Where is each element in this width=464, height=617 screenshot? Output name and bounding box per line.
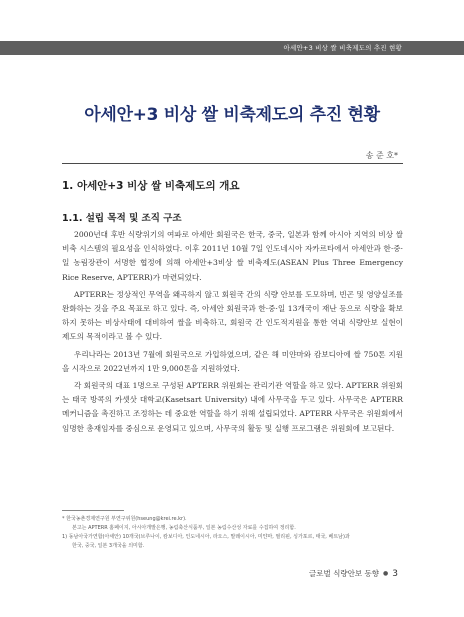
footer-journal-title: 글로벌 식량안보 동향 [309, 569, 380, 578]
paragraph-3: 우리나라는 2013년 7월에 회원국으로 가입하였으며, 같은 해 미얀마와 캄보디아에 쌀 750톤 지원을 시작으로 2022년까지 1만 9,000톤을 지원하였다. [62, 349, 403, 373]
bullet-separator: ● [383, 570, 389, 577]
page-footer [309, 568, 398, 579]
subsection-heading: 1.1. 설립 목적 및 조직 구조 [62, 213, 182, 224]
running-header-bar [0, 41, 464, 55]
page-number: 3 [392, 568, 398, 579]
paragraph-2: APTERR는 정상적인 무역을 왜곡하지 않고 회원국 간의 식량 안보를 도모하며, 빈곤 및 영양실조를 완화하는 것을 주요 목표로 하고 있다. 즉, 아세안 회원국과 한·중·일 13개국이 재난 등으로 식량을 확보하지 못하는 비상사태에 대비하여 쌀을 비축하고, 회원국 간 인도적지원을 통한 역내 식량안보 실현이 제도의 목적이라고 볼 수 있다. [62, 289, 403, 342]
footnotes [62, 515, 403, 551]
body-text [62, 228, 403, 439]
footnote-1-continued: 한국, 중국, 일본 3개국을 의미함. [72, 543, 145, 549]
section-heading: 1. 아세안+3 비상 쌀 비축제도의 개요 [62, 180, 240, 192]
footnote-author: * 한국농촌경제연구원 부연구위원(hseung@krei.re.kr). [62, 516, 187, 522]
footnote-source: 본고는 APTERR 홈페이지, 아시아개발은행, 농림축산식품부, 일본 농림수산성 자료를 수집하여 정리함. [72, 525, 296, 531]
author-name: 송 준 호* [365, 151, 398, 160]
paragraph-4: 각 회원국의 대표 1명으로 구성된 APTERR 위원회는 관리기관 역할을 하고 있다. APTERR 위원회는 태국 방콕의 카셋삿 대학교(Kasetsart University) 내에 사무국을 두고 있다. 사무국은 APTERR 메커니즘을 촉진하고 조정하는 데 중요한 역할을 하기 위해 설립되었다. APTERR 사무국은 위원회에서 임명한 총재임자를 중심으로 운영되고 있으며, 사무국의 활동 및 실행 프로그램은 위원회에 보고된다. [62, 381, 403, 433]
footnote-divider [62, 510, 124, 511]
title-divider [62, 163, 403, 164]
footnote-1: 1) 동남아국가연합(아세안) 10개국(브루나이, 캄보디아, 인도네시아, 라오스, 말레이시아, 미얀마, 필리핀, 싱가포르, 태국, 베트남)과 [62, 534, 350, 540]
paragraph-1: 2000년대 후반 식량위기의 여파로 아세안 회원국은 한국, 중국, 일본과 함께 아시아 지역의 비상 쌀 비축 시스템의 필요성을 인식하였다. 이후 2011년 10월 7일 인도네시아 자카르타에서 아세안과 한·중·일 농림장관이 서명한 협정에 의해 아세안+3비상 쌀 비축제도(ASEAN Plus Three Emergency Rice Reserve, APTERR)가 마련되었다. [62, 230, 403, 282]
article-title: 아세안+3 비상 쌀 비축제도의 추진 현황 [84, 105, 380, 125]
running-header-title: 아세안+3 비상 쌀 비축제도의 추진 현황 [283, 44, 402, 52]
